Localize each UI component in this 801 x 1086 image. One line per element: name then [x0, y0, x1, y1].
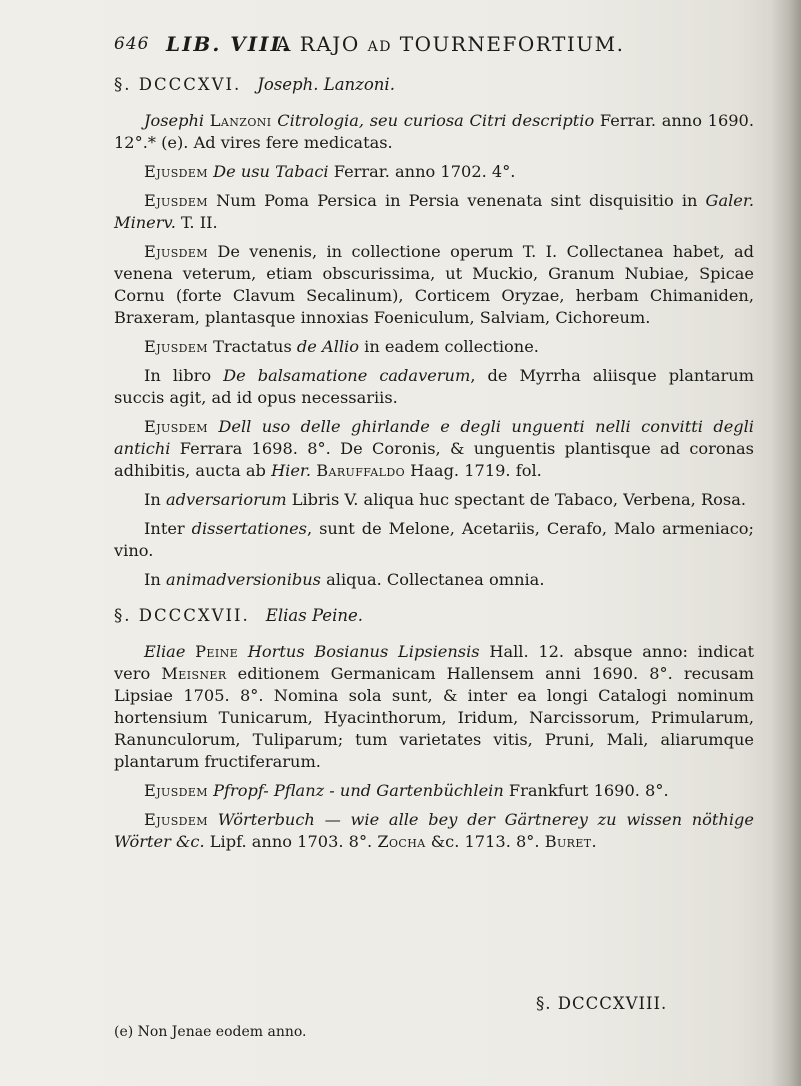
entry: In adversariorum Libris V. aliqua huc spectant de Tabaco, Verbena, Rosa.	[144, 490, 747, 509]
entry: Ejusdem Pfropf- Pflanz - und Gartenbüchlein Frankfurt 1690. 8°.	[144, 781, 669, 800]
page-number: 646	[114, 34, 150, 54]
section-heading: §. DCCCXVII. Elias Peine.	[114, 606, 363, 625]
page-edge-shadow	[771, 0, 801, 1086]
entry: Ejusdem Dell uso delle ghirlande e degli unguenti nelli convitti degli antichi Ferrara 1698. 8°. De Coronis, & unguentis plantisque ad coronas adhibitis, aucta ab Hier. Baruffaldo Haag. 1719. fol.	[114, 417, 754, 480]
section-heading: §. DCCCXVI. Joseph. Lanzoni.	[114, 75, 395, 94]
header-title: A RAJO AD TOURNEFORTIUM.	[276, 32, 625, 56]
book-label: LIB. VIII.	[166, 32, 291, 56]
entry: Ejusdem Num Poma Persica in Persia venenata sint disquisitio in Galer. Minerv. T. II.	[114, 191, 754, 232]
entry: Josephi Lanzoni Citrologia, seu curiosa Citri descriptio Ferrar. anno 1690. 12°.* (e). Ad vires fere medicatas.	[114, 111, 754, 152]
entry: In animadversionibus aliqua. Collectanea omnia.	[144, 570, 545, 589]
body-text	[114, 68, 754, 860]
entry: Ejusdem Wörterbuch — wie alle bey der Gärtnerey zu wissen nöthige Wörter &c. Lipf. anno 1703. 8°. Zocha &c. 1713. 8°. Buret.	[114, 810, 754, 851]
entry: Ejusdem De usu Tabaci Ferrar. anno 1702. 4°.	[144, 162, 516, 181]
running-header	[114, 32, 674, 60]
entry: Ejusdem De venenis, in collectione operum T. I. Collectanea habet, ad venena veterum, etiam obscurissima, ut Muckio, Granum Nubiae, Spicae Cornu (forte Clavum Secalinum), Corticem Oryzae, herbam Chimaniden, Braxeram, plantasque innoxias Foeniculum, Salviam, Cichoreum.	[114, 242, 754, 327]
entry: Inter dissertationes, sunt de Melone, Acetariis, Cerafo, Malo armeniaco; vino.	[114, 519, 754, 560]
catchword-section: §. DCCCXVIII.	[536, 994, 668, 1013]
footnote: (e) Non Jenae eodem anno.	[114, 1024, 307, 1040]
entry: In libro De balsamatione cadaverum, de Myrrha aliisque plantarum succis agit, ad id opus necessariis.	[114, 366, 754, 407]
entry: Ejusdem Tractatus de Allio in eadem collectione.	[144, 337, 539, 356]
entry: Eliae Peine Hortus Bosianus Lipsiensis Hall. 12. absque anno: indicat vero Meisner editionem Germanicam Hallensem anni 1690. 8°. recusam Lipsiae 1705. 8°. Nomina sola sunt, & inter ea longi Catalogi nominum hortensium Tunicarum, Hyacinthorum, Iridum, Narcissorum, Primularum, Ranunculorum, Tuliparum; tum varietates vitis, Pruni, Mali, aliarumque plantarum fructiferarum.	[114, 642, 754, 771]
